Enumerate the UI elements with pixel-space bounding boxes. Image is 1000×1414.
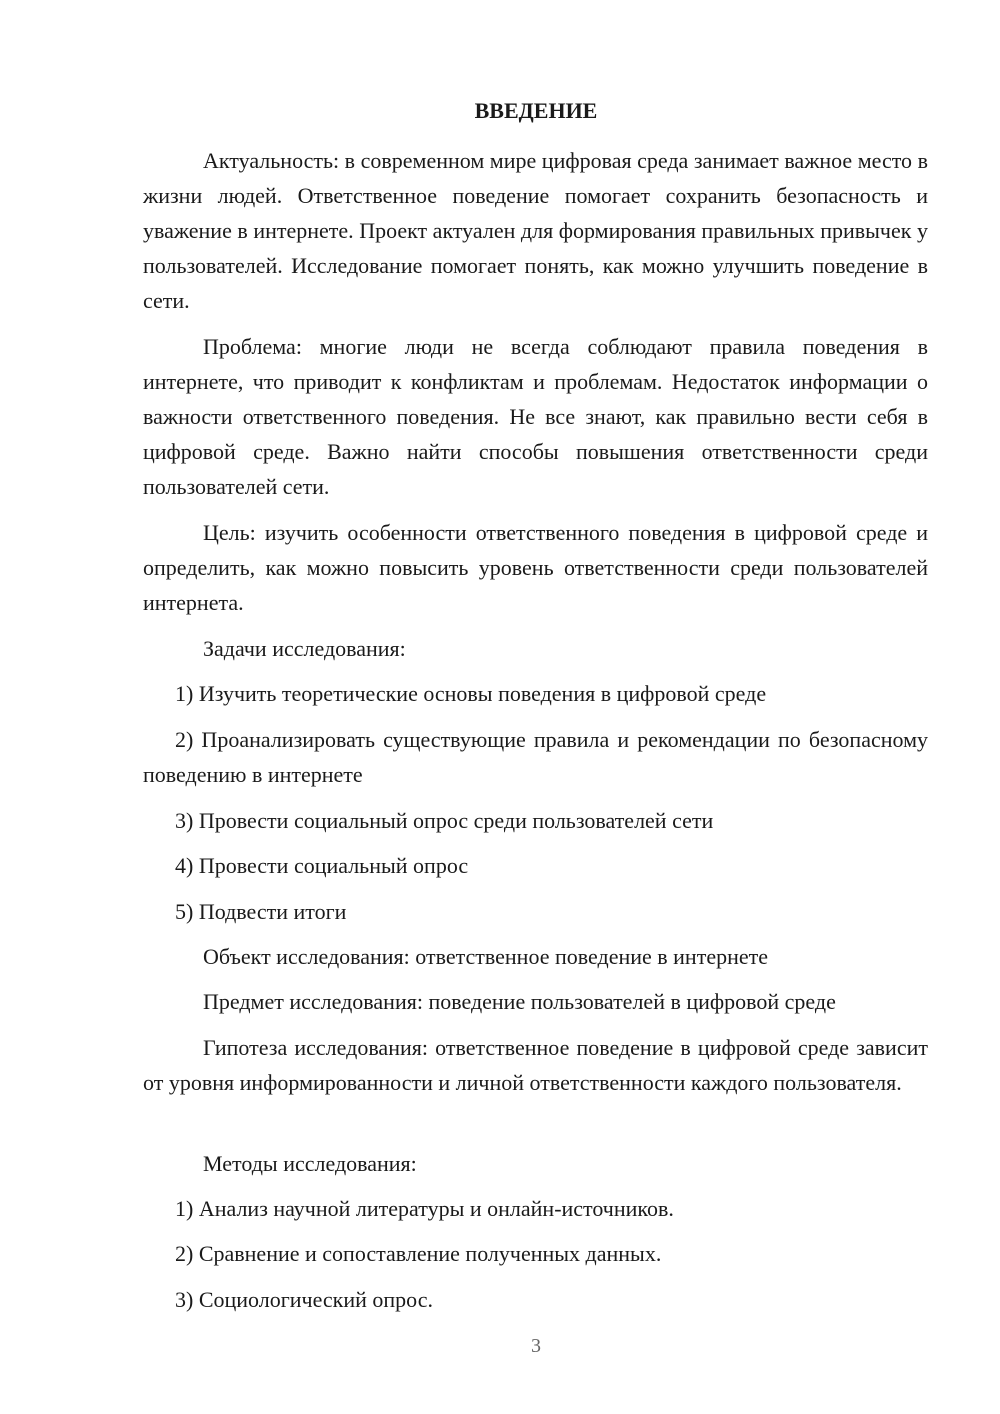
task-item-1: 1) Изучить теоретические основы поведения в цифровой среде bbox=[175, 681, 767, 706]
hypothesis-paragraph: Гипотеза исследования: ответственное поведение в цифровой среде зависит от уровня информированности и личной ответственности каждого пользователя. bbox=[143, 1035, 928, 1095]
method-item-3: 3) Социологический опрос. bbox=[175, 1287, 433, 1312]
object-paragraph: Объект исследования: ответственное поведение в интернете bbox=[203, 944, 768, 969]
problem-paragraph: Проблема: многие люди не всегда соблюдают правила поведения в интернете, что приводит к конфликтам и проблемам. Недостаток информации о важности ответственного поведения. Не все знают, как правильно вести себя в цифровой среде. Важно найти способы повышения ответственности среди пользователей сети. bbox=[143, 334, 928, 499]
page-number: 3 bbox=[531, 1335, 541, 1357]
relevance-paragraph: Актуальность: в современном мире цифровая среда занимает важное место в жизни людей. Ответственное поведение помогает сохранить безопасность и уважение в интернете. Проект актуален для формирования правильных привычек у пользователей. Исследование помогает понять, как можно улучшить поведение в сети. bbox=[143, 148, 928, 313]
task-item-5: 5) Подвести итоги bbox=[175, 899, 347, 924]
page-title: ВВЕДЕНИЕ bbox=[474, 98, 598, 123]
tasks-heading: Задачи исследования: bbox=[203, 636, 406, 661]
methods-heading: Методы исследования: bbox=[203, 1151, 417, 1176]
goal-paragraph: Цель: изучить особенности ответственного поведения в цифровой среде и определить, как можно повысить уровень ответственности среди пользователей интернета. bbox=[143, 520, 928, 615]
subject-paragraph: Предмет исследования: поведение пользователей в цифровой среде bbox=[203, 989, 836, 1014]
method-item-1: 1) Анализ научной литературы и онлайн-источников. bbox=[175, 1196, 674, 1221]
task-item-2: 2) Проанализировать существующие правила и рекомендации по безопасному поведению в интернете bbox=[143, 727, 928, 787]
task-item-3: 3) Провести социальный опрос среди пользователей сети bbox=[175, 808, 714, 833]
method-item-2: 2) Сравнение и сопоставление полученных данных. bbox=[175, 1241, 662, 1266]
task-item-4: 4) Провести социальный опрос bbox=[175, 853, 469, 878]
